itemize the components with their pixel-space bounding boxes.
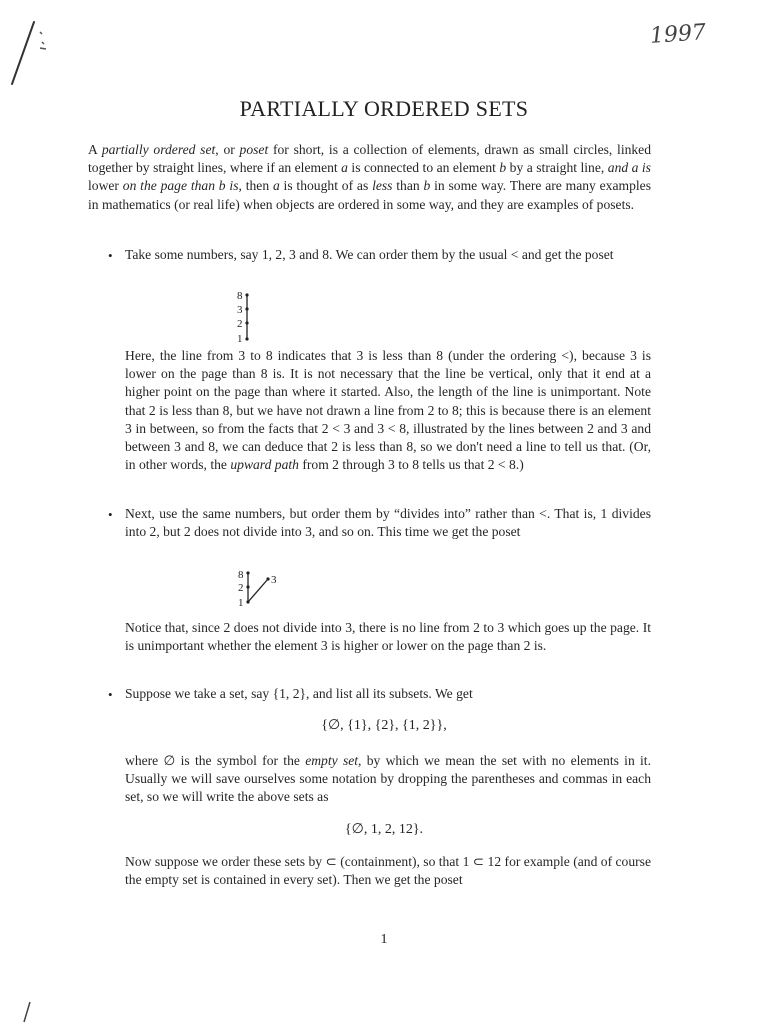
node-label-8: 8 xyxy=(237,290,243,302)
bullet1-text: Take some numbers, say 1, 2, 3 and 8. We can order them by the usual < and get the poset xyxy=(125,247,614,262)
empty-set-paragraph: where ∅ is the symbol for the empty set, by which we mean the set with no elements in it. Usually we will save ourselves some notation by dropping the parentheses and commas in each set, so we will write the above sets as xyxy=(125,753,651,805)
bullet-marker: • xyxy=(108,687,113,702)
bullet-marker: • xyxy=(108,248,113,263)
node-label-2: 2 xyxy=(237,318,243,330)
containment-paragraph: Now suppose we order these sets by ⊂ (containment), so that 1 ⊂ 12 for example (and of course the empty set is contained in every set). Then we get the poset xyxy=(125,854,651,888)
node-label-8: 8 xyxy=(238,569,244,581)
bullet1-explanation: Here, the line from 3 to 8 indicates that 3 is less than 8 (under the ordering <), because 3 is lower on the page than 8 is. It is not necessary that the line be vertical, only that it end at a higher point on the page than where it started. Also, the length of the line is unimportant. Note that 2 is less than 8, but we have not drawn a line from 2 to 8; this is because there is an element 3 in between, so from the facts that 2 < 3 and 3 < 8, illustrated by the lines between 2 and 3 and between 3 and 8, we can deduce that 2 is less than 8, so we don't need a line to tell us that. (Or, in other words, the upward path from 2 through 3 to 8 tells us that 2 < 8.) xyxy=(125,348,651,473)
poset-diagram-chain xyxy=(234,290,258,344)
page-title: PARTIALLY ORDERED SETS xyxy=(239,96,529,121)
node-label-3: 3 xyxy=(237,304,243,316)
bullet2-text: Next, use the same numbers, but order them by “divides into” rather than <. That is, 1 divides into 2, but 2 does not divide into 3, and so on. This time we get the poset xyxy=(125,506,651,540)
node-label-3: 3 xyxy=(271,574,277,586)
subsets-formula: {∅, {1}, {2}, {1, 2}}, xyxy=(321,718,447,733)
node-label-1: 1 xyxy=(238,597,244,609)
page-number: 1 xyxy=(380,932,388,947)
bullet2-explanation: Notice that, since 2 does not divide into 3, there is no line from 2 to 3 which goes up the page. It is unimportant whether the element 3 is higher or lower on the page than 2 is. xyxy=(125,620,651,654)
poset-diagram-divides xyxy=(236,568,284,610)
pen-stroke-mark xyxy=(18,1000,38,1024)
abbreviated-sets-formula: {∅, 1, 2, 12}. xyxy=(344,822,424,837)
node-label-2: 2 xyxy=(238,582,244,594)
node-label-1: 1 xyxy=(237,333,243,344)
bullet3-text: Suppose we take a set, say {1, 2}, and list all its subsets. We get xyxy=(125,686,473,701)
intro-paragraph: A partially ordered set, or poset for short, is a collection of elements, drawn as small circles, linked together by straight lines, where if an element a is connected to an element b by a straight line, and a is lower on the page than b is, then a is thought of as less than b in some way. There are many examples in mathematics (or real life) when objects are ordered in some way, and they are examples of posets. xyxy=(88,142,652,212)
pen-stroke-mark xyxy=(6,18,66,88)
bullet-marker: • xyxy=(108,507,113,522)
handwritten-year-note: 1997 xyxy=(649,20,707,49)
